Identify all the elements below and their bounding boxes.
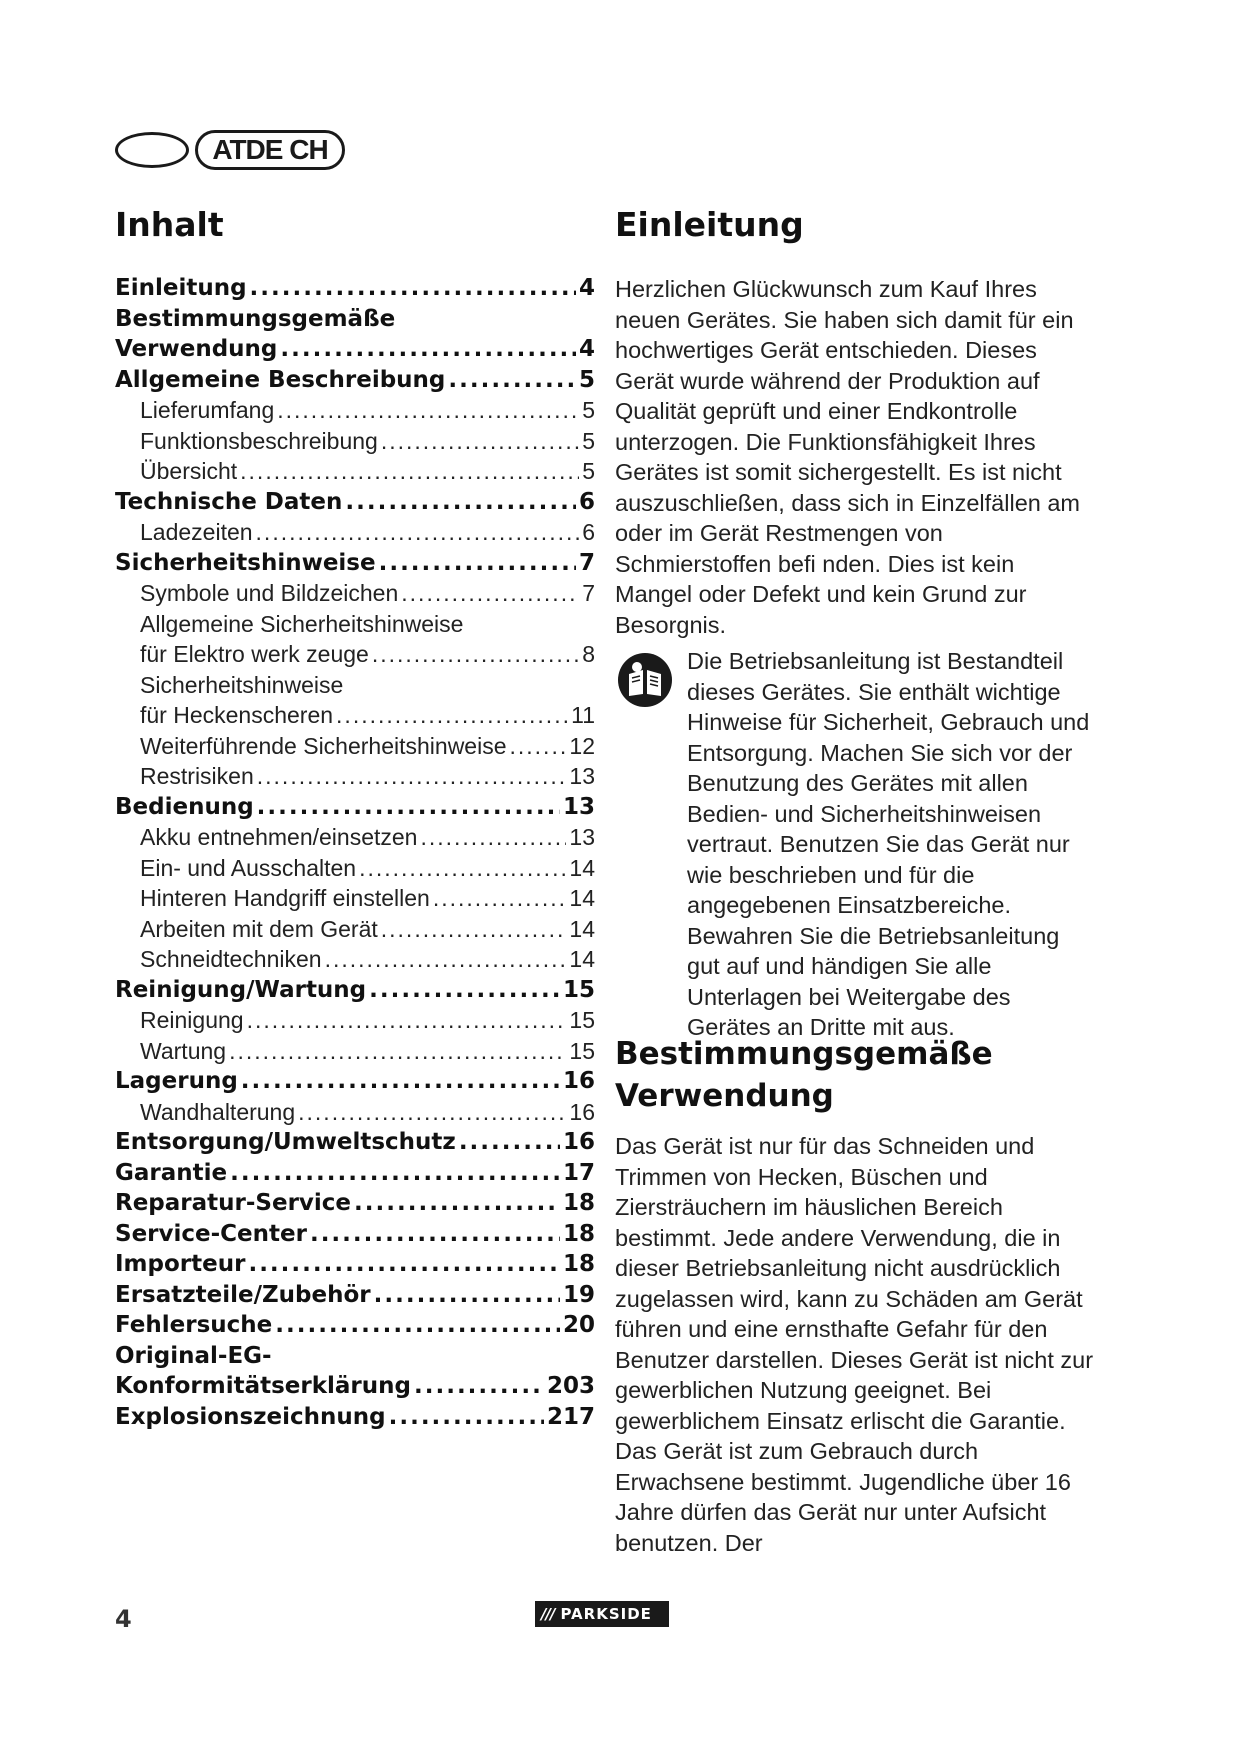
- toc-leader-dots: [250, 275, 576, 301]
- toc-entry-label: Original-EG-: [115, 1342, 272, 1369]
- toc-entry-page: 203: [546, 1373, 595, 1399]
- toc-entry: [115, 1343, 595, 1374]
- toc-entry-label: Restrisiken: [140, 763, 254, 789]
- toc-leader-dots: [310, 1221, 560, 1247]
- bestimmung-text: Das Gerät ist nur für das Schneiden und Trimmen von Hecken, Büschen und Ziersträuchern im häuslichen Bereich bestimmt. Jede andere Verwendung, die in dieser Betriebsanleitung nicht ausdrücklich zugelassen wird, kann zu Schäden am Gerät führen und eine ernsthafte Gefahr für den Benutzer darstellen. Dieses Gerät ist nicht zur gewerblichen Nutzung geeignet. Bei gewerblichem Einsatz erlischt die Garantie. Das Gerät ist zum Gebrauch durch Erwachsene bestimmt. Jugendliche über 16 Jahre dürfen das Gerät nur unter Aufsicht benutzen. Der: [615, 1133, 1094, 1556]
- toc-leader-dots: [448, 367, 576, 393]
- toc-entry: [115, 611, 595, 642]
- toc-leader-dots: [389, 1404, 544, 1430]
- toc-entry: [115, 458, 595, 489]
- toc-entry-page: 19: [562, 1281, 595, 1308]
- einleitung-intro-text: Herzlichen Glückwunsch zum Kauf Ihres neuen Gerätes. Sie haben sich damit für ein hochwertiges Gerät entschieden. Dieses Gerät wurde während der Produktion auf Qualität geprüft und einer Endkontrolle unterzogen. Die Funktionsfähigkeit Ihres Gerätes ist somit sichergestellt. Es ist nicht auszuschließen, dass sich in Einzelfällen am oder im Gerät Restmengen von Schmierstoffen befi nden. Dies ist kein Mangel oder Defekt und kein Grund zur Besorgnis.: [615, 276, 1081, 638]
- toc-leader-dots: [277, 397, 579, 424]
- toc-entry-label: Arbeiten mit dem Gerät: [140, 915, 378, 942]
- page-number: 4: [115, 1605, 132, 1633]
- toc-entry-page: 14: [569, 915, 595, 942]
- toc-entry-label: Funktionsbeschreibung: [140, 427, 378, 454]
- toc-entry-page: 217: [546, 1403, 595, 1430]
- toc-leader-dots: [354, 1190, 560, 1216]
- toc-entry: [115, 824, 595, 855]
- toc-entry: [115, 489, 595, 520]
- toc-leader-dots: [241, 1068, 560, 1094]
- toc-entry: [115, 1038, 595, 1069]
- toc-entry-label: Symbole und Bildzeichen: [140, 580, 399, 606]
- toc-entry: [115, 1007, 595, 1038]
- toc-entry-page: 15: [562, 976, 595, 1003]
- toc-entry-page: 14: [569, 946, 595, 972]
- toc-entry-label: Ein- und Ausschalten: [140, 854, 357, 881]
- toc-leader-dots: [247, 1007, 567, 1034]
- toc-entry-label: für Heckenscheren: [140, 702, 334, 728]
- toc-entry-label: Lagerung: [115, 1068, 238, 1094]
- toc-entry: [115, 1312, 595, 1343]
- toc-leader-dots: [381, 916, 567, 943]
- toc-leader-dots: [379, 550, 576, 576]
- toc-entry: [115, 1129, 595, 1160]
- toc-entry-label: Service-Center: [115, 1220, 307, 1247]
- toc-entry-label: Verwendung: [115, 336, 278, 362]
- toc-title: Inhalt: [115, 205, 224, 244]
- toc-entry-label: Allgemeine Beschreibung: [115, 366, 446, 393]
- toc-entry-label: Schneidtechniken: [140, 946, 322, 972]
- toc-entry: [115, 580, 595, 611]
- toc-entry-label: Importeur: [115, 1251, 246, 1277]
- bestimmung-heading: Bestimmungsgemäße Verwendung: [615, 1036, 993, 1114]
- toc-entry: [115, 885, 595, 916]
- toc-leader-dots: [275, 1312, 560, 1338]
- toc-entry-page: 13: [569, 824, 595, 850]
- toc-entry-label: Übersicht: [140, 458, 238, 484]
- toc-entry-label: Akku entnehmen/einsetzen: [140, 824, 418, 850]
- toc-entry-page: 17: [562, 1159, 595, 1186]
- toc-entry-page: 8: [582, 641, 595, 667]
- toc-entry-page: 7: [578, 549, 595, 576]
- toc-entry: [115, 855, 595, 886]
- toc-entry-page: 12: [569, 732, 595, 759]
- logo-brand-text: PARKSIDE: [560, 1605, 652, 1623]
- toc-entry-label: Sicherheitshinweise: [115, 549, 376, 576]
- toc-entry-page: 5: [582, 397, 595, 423]
- toc-entry: [115, 977, 595, 1008]
- toc-leader-dots: [433, 885, 567, 912]
- read-manual-icon: [617, 652, 673, 708]
- toc-leader-dots: [359, 855, 566, 882]
- toc-entry-page: 15: [569, 1037, 595, 1064]
- toc-entry-label: Wandhalterung: [140, 1098, 296, 1125]
- toc-entry-label: Ersatzteile/Zubehör: [115, 1281, 371, 1308]
- toc-entry-page: 18: [562, 1220, 595, 1247]
- toc-entry-page: 16: [562, 1129, 595, 1155]
- logo-slashes: ///: [541, 1605, 555, 1623]
- toc-entry-label: Explosionszeichnung: [115, 1403, 386, 1430]
- toc-entry-page: 18: [562, 1251, 595, 1277]
- toc-leader-dots: [230, 1160, 560, 1186]
- toc-entry-label: für Elektro werk zeuge: [140, 641, 369, 667]
- toc-entry-label: Wartung: [140, 1037, 227, 1064]
- toc-entry-label: Entsorgung/Umweltschutz: [115, 1129, 456, 1155]
- toc-entry: [115, 733, 595, 764]
- toc-entry-label: Bedienung: [115, 793, 254, 820]
- toc-entry-label: Fehlersuche: [115, 1312, 273, 1338]
- einleitung-heading: Einleitung: [615, 205, 804, 244]
- toc-entry-page: 14: [569, 854, 595, 881]
- toc-entry: [115, 1190, 595, 1221]
- toc-entry-label: Reinigung: [140, 1007, 244, 1033]
- toc-entry: [115, 672, 595, 703]
- toc-entry-label: Lieferumfang: [140, 397, 275, 423]
- toc-leader-dots: [240, 458, 579, 485]
- toc-leader-dots: [280, 336, 576, 362]
- country-badge-empty: [115, 132, 189, 168]
- toc-entry-page: 4: [578, 275, 595, 301]
- toc-entry-label: Garantie: [115, 1159, 228, 1186]
- toc-entry-page: 20: [562, 1312, 595, 1338]
- toc-entry: [115, 1221, 595, 1252]
- toc-leader-dots: [229, 1038, 566, 1065]
- toc-entry: [115, 794, 595, 825]
- toc-leader-dots: [369, 977, 560, 1003]
- toc-entry-page: 6: [582, 519, 595, 545]
- toc-entry: [115, 336, 595, 367]
- toc-entry-page: 14: [569, 885, 595, 911]
- toc-entry-page: 15: [569, 1007, 595, 1033]
- toc-leader-dots: [298, 1099, 566, 1126]
- toc-entry: [115, 641, 595, 672]
- toc-entry-label: Allgemeine Sicherheitshinweise: [140, 610, 464, 637]
- toc-entry: [115, 397, 595, 428]
- toc-entry-page: 16: [562, 1068, 595, 1094]
- country-badges: [115, 128, 355, 174]
- toc-leader-dots: [257, 794, 560, 820]
- toc-entry: [115, 519, 595, 550]
- toc-leader-dots: [256, 519, 580, 546]
- manual-notice-text: Die Betriebsanleitung ist Bestandteil dieses Gerätes. Sie enthält wichtige Hinweise für Sicherheit, Gebrauch und Entsorgung. Machen Sie sich vor der Benutzung des Gerätes mit allen Bedien- und Sicherheitshinweisen vertraut. Benutzen Sie das Gerät nur wie beschrieben und für die angegebenen Einsatzbereiche. Bewahren Sie die Betriebsanleitung gut auf und händigen Sie alle Unterlagen bei Weitergabe des Gerätes an Dritte mit aus.: [687, 648, 1090, 1040]
- toc-entry-label: Hinteren Handgriff einstellen: [140, 885, 430, 911]
- toc-entry-page: 4: [578, 336, 595, 362]
- toc-entry: [115, 1404, 595, 1435]
- toc-entry-label: Weiterführende Sicherheitshinweise: [140, 732, 507, 759]
- toc-leader-dots: [248, 1251, 560, 1277]
- toc-entry: [115, 550, 595, 581]
- toc-entry: [115, 275, 595, 306]
- toc-entry-label: Konformitätserklärung: [115, 1373, 411, 1399]
- toc-entry-page: 11: [571, 702, 595, 728]
- toc-entry: [115, 702, 595, 733]
- toc-leader-dots: [414, 1373, 544, 1399]
- toc-leader-dots: [336, 702, 568, 729]
- toc-entry: [115, 1160, 595, 1191]
- toc-entry: [115, 1068, 595, 1099]
- toc-leader-dots: [257, 763, 567, 790]
- toc-entry: [115, 916, 595, 947]
- toc-leader-dots: [381, 428, 579, 455]
- toc-entry-label: Bestimmungsgemäße: [115, 305, 396, 332]
- parkside-logo: [535, 1601, 669, 1627]
- toc-entry: [115, 367, 595, 398]
- toc-leader-dots: [420, 824, 566, 851]
- toc-entry: [115, 1373, 595, 1404]
- toc-leader-dots: [345, 489, 576, 515]
- toc-entry: [115, 1251, 595, 1282]
- toc-entry-label: Sicherheitshinweise: [140, 671, 344, 698]
- toc-leader-dots: [372, 641, 579, 668]
- toc-entry: [115, 763, 595, 794]
- toc-entry-label: Einleitung: [115, 275, 247, 301]
- toc-entry: [115, 1282, 595, 1313]
- toc-leader-dots: [325, 946, 567, 973]
- toc-entry: [115, 946, 595, 977]
- toc-entry-page: 16: [569, 1098, 595, 1125]
- toc-entry-label: Reparatur-Service: [115, 1190, 352, 1216]
- toc-entry-page: 5: [582, 427, 595, 454]
- toc-entry-page: 5: [582, 458, 595, 484]
- toc-leader-dots: [401, 580, 579, 607]
- toc-entry-label: Technische Daten: [115, 488, 343, 515]
- table-of-contents: [115, 275, 595, 1434]
- toc-entry-label: Ladezeiten: [140, 519, 253, 545]
- toc-leader-dots: [459, 1129, 560, 1155]
- toc-entry: [115, 1099, 595, 1130]
- toc-leader-dots: [510, 733, 567, 760]
- toc-entry: [115, 428, 595, 459]
- toc-entry-label: Reinigung/Wartung: [115, 976, 367, 1003]
- toc-entry-page: 7: [582, 580, 595, 606]
- toc-entry-page: 6: [578, 488, 595, 515]
- toc-entry: [115, 306, 595, 337]
- toc-leader-dots: [374, 1282, 560, 1308]
- toc-entry-page: 13: [562, 793, 595, 820]
- toc-entry-page: 5: [578, 366, 595, 393]
- country-badge: ATDE CH: [195, 130, 345, 170]
- toc-entry-page: 18: [562, 1190, 595, 1216]
- toc-entry-page: 13: [569, 763, 595, 789]
